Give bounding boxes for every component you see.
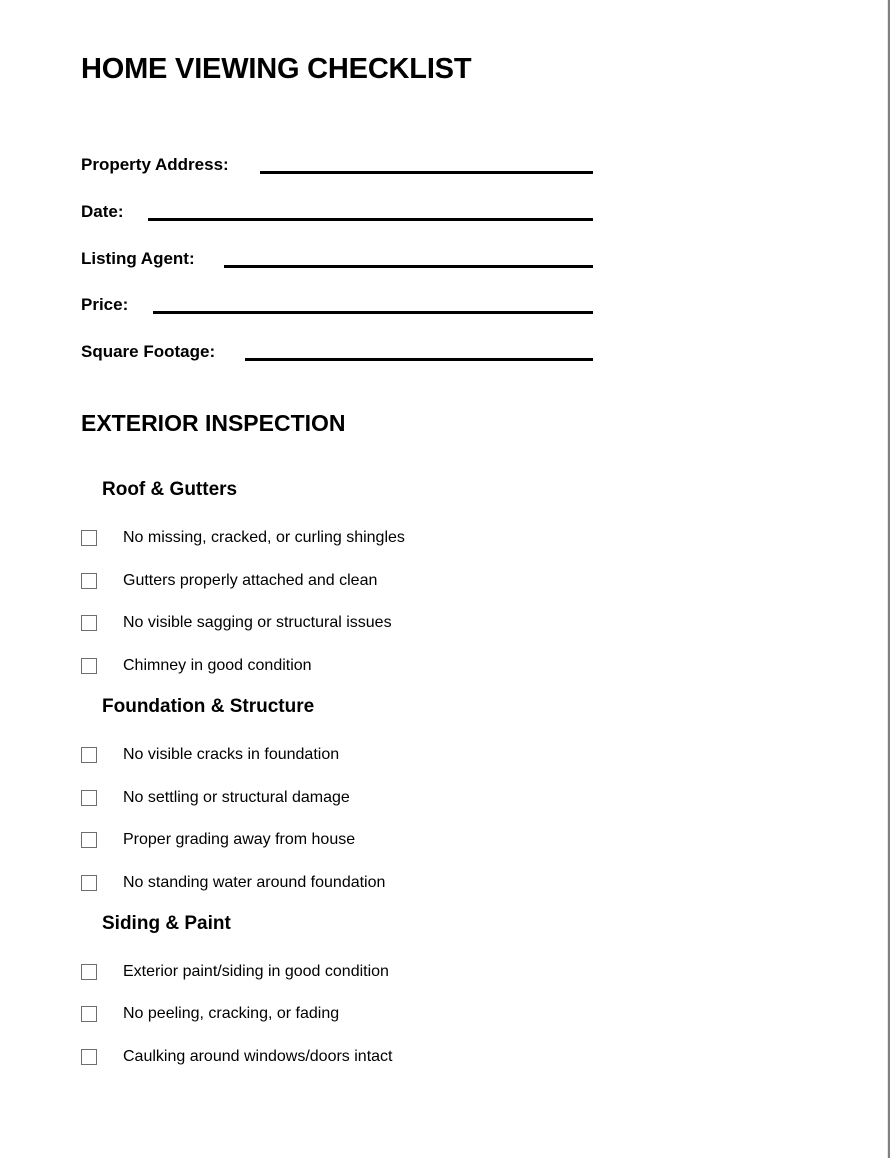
checklist-item-label: Gutters properly attached and clean: [123, 572, 378, 589]
property-address-field: [81, 155, 593, 179]
checklist-item: [81, 746, 581, 766]
checkbox[interactable]: [81, 615, 97, 631]
square-footage-input[interactable]: [245, 358, 593, 361]
subsection-title-roof-gutters: Roof & Gutters: [102, 479, 238, 500]
checklist-item: [81, 874, 581, 894]
checkbox[interactable]: [81, 1006, 97, 1022]
field-label: Date:: [81, 202, 124, 221]
checklist-item: [81, 529, 581, 549]
price-field: [81, 295, 593, 319]
checkbox[interactable]: [81, 658, 97, 674]
checkbox[interactable]: [81, 530, 97, 546]
checklist-item-label: No visible sagging or structural issues: [123, 614, 392, 631]
checklist-item-label: No standing water around foundation: [123, 874, 386, 891]
checkbox[interactable]: [81, 573, 97, 589]
field-label: Property Address:: [81, 155, 229, 174]
subsection-title-siding-paint: Siding & Paint: [102, 913, 231, 934]
checklist-item-label: No peeling, cracking, or fading: [123, 1005, 340, 1022]
checklist-item: [81, 572, 581, 592]
listing-agent-field: [81, 249, 593, 273]
checklist-item: [81, 657, 581, 677]
checklist-item-label: No visible cracks in foundation: [123, 746, 340, 763]
checklist-item: [81, 789, 581, 809]
checklist-item: [81, 1005, 581, 1025]
date-input[interactable]: [148, 218, 593, 221]
checklist-item: [81, 963, 581, 983]
listing-agent-input[interactable]: [224, 265, 593, 268]
checkbox[interactable]: [81, 832, 97, 848]
document-title: HOME VIEWING CHECKLIST: [81, 53, 472, 85]
checklist-item: [81, 831, 581, 851]
field-label: Square Footage:: [81, 342, 216, 361]
checklist-item-label: Exterior paint/siding in good condition: [123, 963, 389, 980]
section-title-exterior-inspection: EXTERIOR INSPECTION: [81, 410, 346, 436]
price-input[interactable]: [153, 311, 593, 314]
checklist-item-label: Proper grading away from house: [123, 831, 356, 848]
field-label: Listing Agent:: [81, 249, 195, 268]
square-footage-field: [81, 342, 593, 366]
checkbox[interactable]: [81, 1049, 97, 1065]
checklist-item-label: Chimney in good condition: [123, 657, 312, 674]
subsection-title-foundation-structure: Foundation & Structure: [102, 696, 315, 717]
checklist-item-label: No settling or structural damage: [123, 789, 350, 806]
checklist-item: [81, 1048, 581, 1068]
checkbox[interactable]: [81, 964, 97, 980]
checkbox[interactable]: [81, 747, 97, 763]
date-field: [81, 202, 593, 226]
property-address-input[interactable]: [260, 171, 593, 174]
checkbox[interactable]: [81, 875, 97, 891]
field-label: Price:: [81, 295, 129, 314]
checklist-item-label: Caulking around windows/doors intact: [123, 1048, 393, 1065]
checklist-item-label: No missing, cracked, or curling shingles: [123, 529, 405, 546]
checklist-item: [81, 614, 581, 634]
checkbox[interactable]: [81, 790, 97, 806]
